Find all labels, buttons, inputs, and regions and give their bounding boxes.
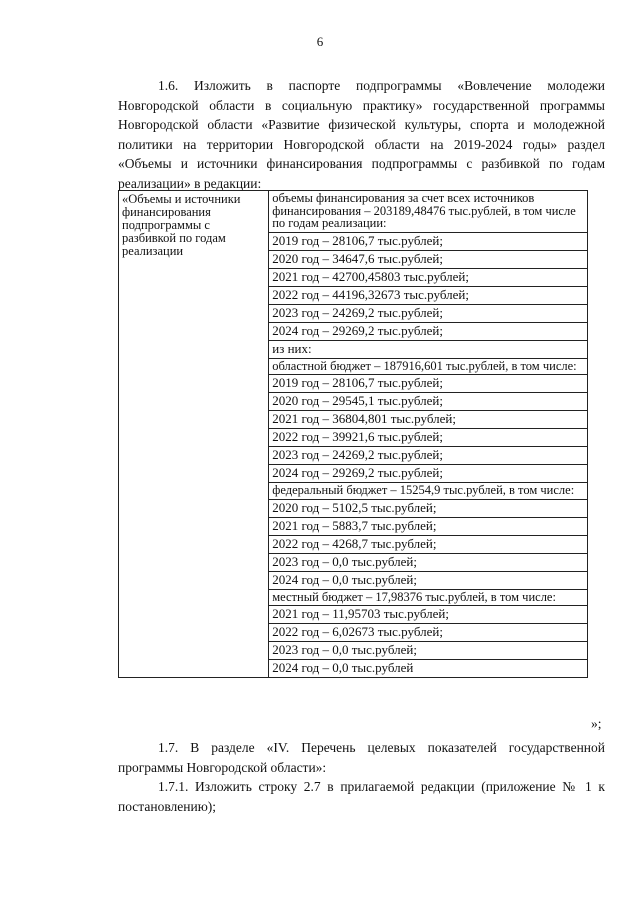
page-number: 6	[316, 34, 324, 49]
closing-quote: »;	[591, 716, 602, 731]
line-local-2024: 2024 год – 0,0 тыс.рублей	[272, 660, 414, 675]
line-local-budget: местный бюджет – 17,98376 тыс.рублей, в том числе:	[269, 590, 587, 607]
line-federal-2022: 2022 год – 4268,7 тыс.рублей;	[269, 536, 587, 554]
line-of-them: из них:	[269, 341, 587, 359]
line-regional-budget: областной бюджет – 187916,601 тыс.рублей, в том числе:	[269, 359, 587, 376]
financing-table	[118, 190, 588, 678]
line-local-2023: 2023 год – 0,0 тыс.рублей;	[269, 642, 587, 660]
table-right-cell	[269, 191, 588, 678]
line-total-2019: 2019 год – 28106,7 тыс.рублей;	[269, 233, 587, 251]
line-total: объемы финансирования за счет всех источников финансирования – 203189,48476 тыс.рублей, в том числе по годам реализации:	[269, 191, 587, 233]
table-row	[119, 191, 588, 678]
line-total-2022: 2022 год – 44196,32673 тыс.рублей;	[269, 287, 587, 305]
line-federal-2020: 2020 год – 5102,5 тыс.рублей;	[269, 500, 587, 518]
paragraph-1-6: 1.6. Изложить в паспорте подпрограммы «Вовлечение молодежи Новгородской области в социальную практику» государственной программы Новгородской области «Развитие физической культуры, спорта и молодежной политики на территории Новгородской области на 2019-2024 годы» раздел «Объемы и источники финансирования подпрограммы с разбивкой по годам реализации» в редакции:	[118, 78, 605, 191]
line-regional-2023: 2023 год – 24269,2 тыс.рублей;	[269, 447, 587, 465]
paragraph-1-7: 1.7. В разделе «IV. Перечень целевых показателей государственной программы Новгородской области»:	[118, 740, 605, 775]
line-total-2024: 2024 год – 29269,2 тыс.рублей;	[269, 323, 587, 341]
line-regional-2019: 2019 год – 28106,7 тыс.рублей;	[269, 375, 587, 393]
line-regional-2024: 2024 год – 29269,2 тыс.рублей;	[269, 465, 587, 483]
line-federal-budget: федеральный бюджет – 15254,9 тыс.рублей, в том числе:	[269, 483, 587, 500]
line-regional-2020: 2020 год – 29545,1 тыс.рублей;	[269, 393, 587, 411]
line-federal-2023: 2023 год – 0,0 тыс.рублей;	[269, 554, 587, 572]
table-left-label: «Объемы и источники финансирования подпрограммы с разбивкой по годам реализации	[119, 191, 269, 678]
line-regional-2022: 2022 год – 39921,6 тыс.рублей;	[269, 429, 587, 447]
line-regional-2021: 2021 год – 36804,801 тыс.рублей;	[269, 411, 587, 429]
paragraph-1-7-1: 1.7.1. Изложить строку 2.7 в прилагаемой редакции (приложение № 1 к постановлению);	[118, 779, 605, 814]
line-total-2020: 2020 год – 34647,6 тыс.рублей;	[269, 251, 587, 269]
line-total-2021: 2021 год – 42700,45803 тыс.рублей;	[269, 269, 587, 287]
line-total-2023: 2023 год – 24269,2 тыс.рублей;	[269, 305, 587, 323]
line-federal-2021: 2021 год – 5883,7 тыс.рублей;	[269, 518, 587, 536]
line-local-2021: 2021 год – 11,95703 тыс.рублей;	[269, 606, 587, 624]
line-federal-2024: 2024 год – 0,0 тыс.рублей;	[269, 572, 587, 590]
line-local-2022: 2022 год – 6,02673 тыс.рублей;	[269, 624, 587, 642]
